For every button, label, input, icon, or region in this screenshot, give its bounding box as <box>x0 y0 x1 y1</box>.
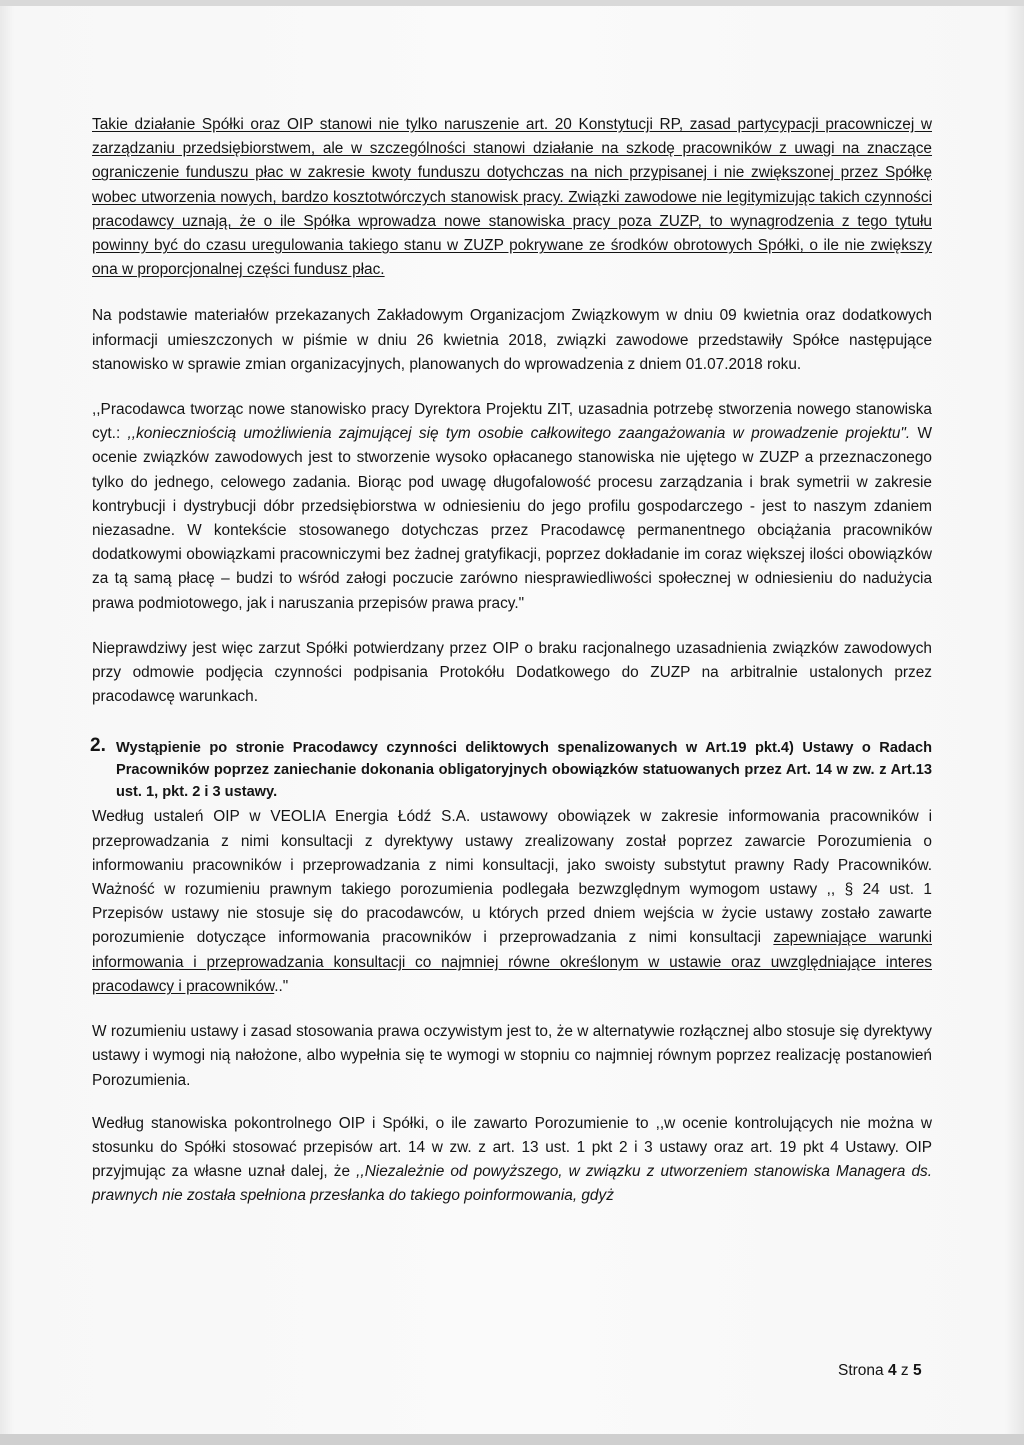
findings-underlined: zapewniające warunki informowania i przeprowadzania konsultacji co najmniej równe określonym w ustawie oraz uwzględniające interes pracodawcy i pracowników <box>92 929 932 995</box>
quote-text-intro: ,,Pracodawca tworząc nowe stanowisko pracy Dyrektora Projektu ZIT, uzasadnia potrzebę stworzenia nowego stanowiska cyt.: <box>92 401 932 443</box>
document-body <box>92 113 932 1209</box>
section-heading <box>92 737 932 803</box>
paragraph-quote-director <box>92 398 932 616</box>
paragraph-post-inspection <box>92 1112 932 1209</box>
findings-end: .." <box>274 977 289 995</box>
footer-of: z <box>900 1362 909 1379</box>
post-inspection-text: Według stanowiska pokontrolnego OIP i Spółki, o ile zawarto Porozumienie to ,,w ocenie kontrolujących nie można w stosunku do Spółki stosować przepisów art. 14 w zw. z art. 13 ust. 1 pkt 2 i 3 ustawy oraz art. 19 pkt 4 Ustawy. OIP przyjmując za własne uznał dalej, że <box>92 1114 932 1181</box>
paragraph-oip-findings <box>92 805 932 999</box>
scan-top-edge <box>0 0 1024 6</box>
section-number: 2. <box>90 735 106 757</box>
quote-text-italic: ,,konieczniością umożliwienia zajmującej się tym osobie całkowitego zaangażowania w prowadzenie projektu". <box>127 425 911 443</box>
section-title: Wystąpienie po stronie Pracodawcy czynności deliktowych spenalizowanych w Art.19 pkt.4) Ustawy o Radach Pracowników poprzez zaniechanie dokonania obligatoryjnych obowiązków statuowanych przez Art. 14 w zw. z Art.13 ust. 1, pkt. 2 i 3 ustawy. <box>116 740 932 801</box>
post-inspection-italic: ,,Niezależnie od powyższego, w związku z utworzeniem stanowiska Managera ds. prawnych nie została spełniona przesłanka do takiego poinformowania, gdyż <box>92 1163 932 1205</box>
quote-text-rest: W ocenie związków zawodowych jest to stworzenie wysoko opłacanego stanowiska nie ujętego w ZUZP a przeznaczonego tylko do jednego, celowego zadania. Biorąc pod uwagę długofalowość procesu zarządzania i brak symetrii w zakresie kontrybucji i dystrybucji dóbr przedsiębiorstwa w odniesieniu do jego profilu gospodarczego - jest to naszym zdaniem niezasadne. W kontekście stosowanego dotychczas przez Pracodawcę permanentnego obciążania pracowników dodatkowymi obowiązkami pracowniczymi bez żadnej gratyfikacji, poprzez dokładanie im coraz większej ilości obowiązków za tą samą płacę – budzi to wśród załogi poczucie zarówno niesprawiedliwości społecznej w odniesieniu do nadużycia prawa podmiotowego, jak i naruszania przepisów prawa pracy." <box>92 425 932 612</box>
paragraph-constitution-violation: Takie działanie Spółki oraz OIP stanowi nie tylko naruszenie art. 20 Konstytucji RP, zasad partycypacji pracowniczej w zarządzaniu przedsiębiorstwem, ale w szczególności stanowi działanie na szkodę pracowników z uwagi na znaczące ograniczenie funduszu płac w zakresie kwoty funduszu dotychczas na nich przypisanej i nie zwiększonej przez Spółkę wobec utworzenia nowych, bardzo kosztotwórczych stanowisk pracy. Związki zawodowe nie legitymizując takich czynności pracodawcy uznają, że o ile Spółka wprowadza nowe stanowiska pracy poza ZUZP, to wynagrodzenia z tego tytułu powinny być do czasu uregulowania takiego stanu w ZUZP pokrywane ze środków obrotowych Spółki, o ile nie zwiększy ona w proporcjonalnej części fundusz płac. <box>92 116 932 279</box>
findings-text: Według ustaleń OIP w VEOLIA Energia Łódź S.A. ustawowy obowiązek w zakresie informowania pracowników i przeprowadzania z nimi konsultacji z dyrektywy ustawy zrealizowany został poprzez zawarcie Porozumienia o informowaniu pracowników i przeprowadzania z nimi konsultacji, jako swoisty substytut prawny Rady Pracowników. Ważność w rozumieniu prawnym takiego porozumienia podlegała bezwzględnym wymogom ustawy ,, § 24 ust. 1 Przepisów ustawy nie stosuje się do pracodawców, u których przed dniem wejścia w życie ustawy zostało zawarte porozumienie dotyczące informowania pracowników i przeprowadzania z nimi konsultacji <box>92 808 932 947</box>
scan-bottom-edge <box>0 1434 1024 1445</box>
paragraph-false-charge: Nieprawdziwy jest więc zarzut Spółki potwierdzany przez OIP o braku racjonalnego uzasadnienia związków zawodowych przy odmowie podjęcia czynności podpisania Protokółu Dodatkowego do ZUZP na arbitralnie ustalonych przez pracodawcę warunkach. <box>92 639 932 706</box>
footer-label: Strona <box>838 1362 884 1379</box>
footer-page-number: 4 <box>887 1362 897 1379</box>
paragraph-materials: Na podstawie materiałów przekazanych Zakładowym Organizacjom Związkowym w dniu 09 kwietnia oraz dodatkowych informacji umieszczonych w piśmie w dniu 26 kwietnia 2018, związki zawodowe przedstawiły Spółce następujące stanowisko w sprawie zmian organizacyjnych, planowanych do wprowadzenia z dniem 01.07.2018 roku. <box>92 307 932 373</box>
paragraph-alternative: W rozumieniu ustawy i zasad stosowania prawa oczywistym jest to, że w alternatywie rozłącznej albo stosuje się dyrektywy ustawy i wymogi nią nałożone, albo wypełnia się te wymogi w stopniu co najmniej równym poprzez realizację postanowień Porozumienia. <box>92 1023 932 1089</box>
footer-total-pages: 5 <box>912 1362 922 1379</box>
page-footer <box>838 1362 922 1380</box>
